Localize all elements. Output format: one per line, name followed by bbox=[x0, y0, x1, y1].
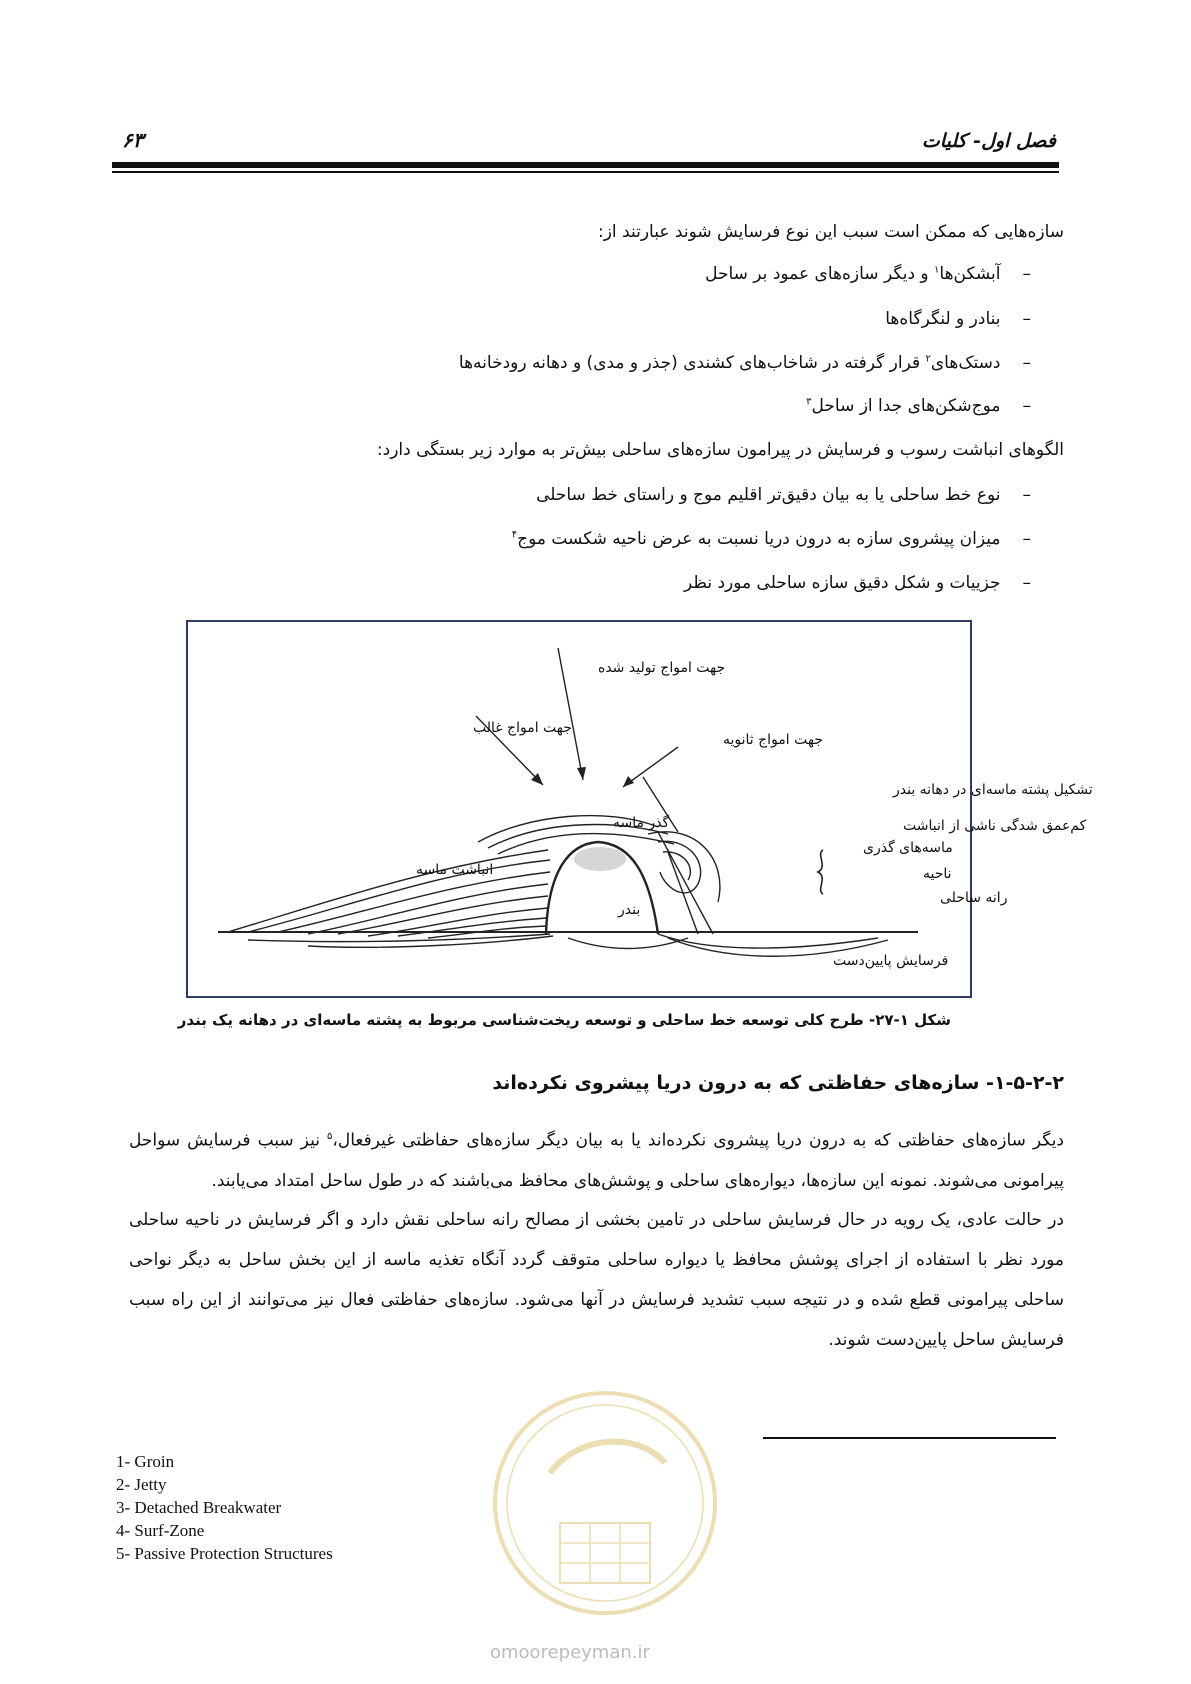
list-item: –دستک‌های$^۲$ قرار گرفته در شاخاب‌های کشندی (جذر و مدی) و دهانه رودخانه‌ها bbox=[458, 353, 1031, 373]
footnote-item: 4- Surf-Zone bbox=[116, 1521, 205, 1540]
section-heading: ۱-۵-۲-۲- سازه‌های حفاظتی که به درون دریا پیشروی نکرده‌اند bbox=[492, 1072, 1064, 1094]
footnote-rule bbox=[763, 1437, 1056, 1439]
label-accretion: انباشت ماسه bbox=[416, 862, 494, 878]
label-sand-bypass: گذر ماسه bbox=[613, 815, 670, 831]
paragraph-1: دیگر سازه‌های حفاظتی که به درون دریا پیشروی نکرده‌اند یا به بیان دیگر سازه‌های حفاظتی غیرفعال،$^۵$ نیز سبب فرسایش سواحل پیرامونی می‌شوند. نمونه این سازه‌ها، دیواره‌های ساحلی و پوشش‌های محافظ می‌باشند که در طول ساحل امتداد می‌یابند. bbox=[129, 1130, 1064, 1191]
intro-sentence-2: الگوهای انباشت رسوب و فرسایش در پیرامون سازه‌های ساحلی بیش‌تر به موارد زیر بستگی دارد: bbox=[376, 440, 1064, 460]
label-surf-zone-2: رانه ساحلی bbox=[940, 890, 1008, 906]
label-harbor: بندر bbox=[618, 902, 641, 918]
footnotes bbox=[116, 1450, 333, 1565]
chapter-title: فصل اول- کلیات bbox=[921, 130, 1056, 152]
footnote-item: 3- Detached Breakwater bbox=[116, 1498, 282, 1517]
intro-sentence-1: سازه‌هایی که ممکن است سبب این نوع فرسایش شوند عبارتند از: bbox=[598, 222, 1064, 242]
list-item: –موج‌شکن‌های جدا از ساحل$^۳$ bbox=[806, 396, 1031, 416]
watermark-seal-icon bbox=[480, 1383, 730, 1623]
label-shoaling-2: ماسه‌های گذری bbox=[863, 840, 953, 856]
header-rule-thin bbox=[112, 171, 1059, 173]
header-rule bbox=[112, 162, 1059, 168]
label-secondary-waves: جهت امواج ثانویه bbox=[723, 732, 823, 748]
list-item: –بنادر و لنگرگاه‌ها bbox=[885, 309, 1031, 329]
footnote-item: 1- Groin bbox=[116, 1452, 175, 1471]
list-item: –میزان پیشروی سازه به درون دریا نسبت به عرض ناحیه شکست موج$^۴$ bbox=[511, 529, 1031, 549]
figure-frame bbox=[186, 620, 1093, 998]
label-downdrift-erosion: فرسایش پایین‌دست bbox=[833, 953, 949, 969]
list-item: –آبشکن‌ها$^۱$ و دیگر سازه‌های عمود بر ساحل bbox=[705, 264, 1031, 284]
label-shoaling-1: کم‌عمق شدگی ناشی از انباشت bbox=[903, 818, 1087, 834]
label-dominant-waves: جهت امواج غالب bbox=[473, 720, 572, 736]
list-item: –جزییات و شکل دقیق سازه ساحلی مورد نظر bbox=[684, 573, 1031, 593]
paragraph-2: در حالت عادی، یک رویه در حال فرسایش ساحلی در تامین بخشی از مصالح رانه ساحلی نقش دارد و اگر فرسایش در ناحیه ساحلی مورد نظر با استفاده از اجرای پوشش محافظ یا دیواره ساحلی متوقف گردد آنگاه تغذیه ماسه از این بخش ساحل به دیگر نواحی ساحلی پیرامونی قطع شده و در نتیجه سبب تشدید فرسایش در آنها می‌شود. سازه‌های حفاظتی فعال نیز می‌توانند از این راه سبب فرسایش ساحل پایین‌دست شوند. bbox=[129, 1210, 1064, 1350]
watermark-url: omoorepeyman.ir bbox=[490, 1642, 650, 1663]
figure-caption: شکل ۱-۲۷- طرح کلی توسعه خط ساحلی و توسعه ریخت‌شناسی مربوط به پشته ماسه‌ای در دهانه یک بندر bbox=[177, 1011, 951, 1029]
footnote-item: 2- Jetty bbox=[116, 1475, 167, 1494]
label-surf-zone-1: ناحیه bbox=[923, 866, 952, 882]
label-sand-bar: تشکیل پشته ماسه‌ای در دهانه بندر bbox=[893, 782, 1093, 798]
coastline-diagram bbox=[188, 622, 1093, 996]
label-generated-waves: جهت امواج تولید شده bbox=[598, 660, 726, 676]
page-number: ۶۳ bbox=[122, 128, 144, 152]
list-item: –نوع خط ساحلی یا به بیان دقیق‌تر اقلیم موج و راستای خط ساحلی bbox=[536, 485, 1031, 505]
footnote-item: 5- Passive Protection Structures bbox=[116, 1544, 333, 1563]
